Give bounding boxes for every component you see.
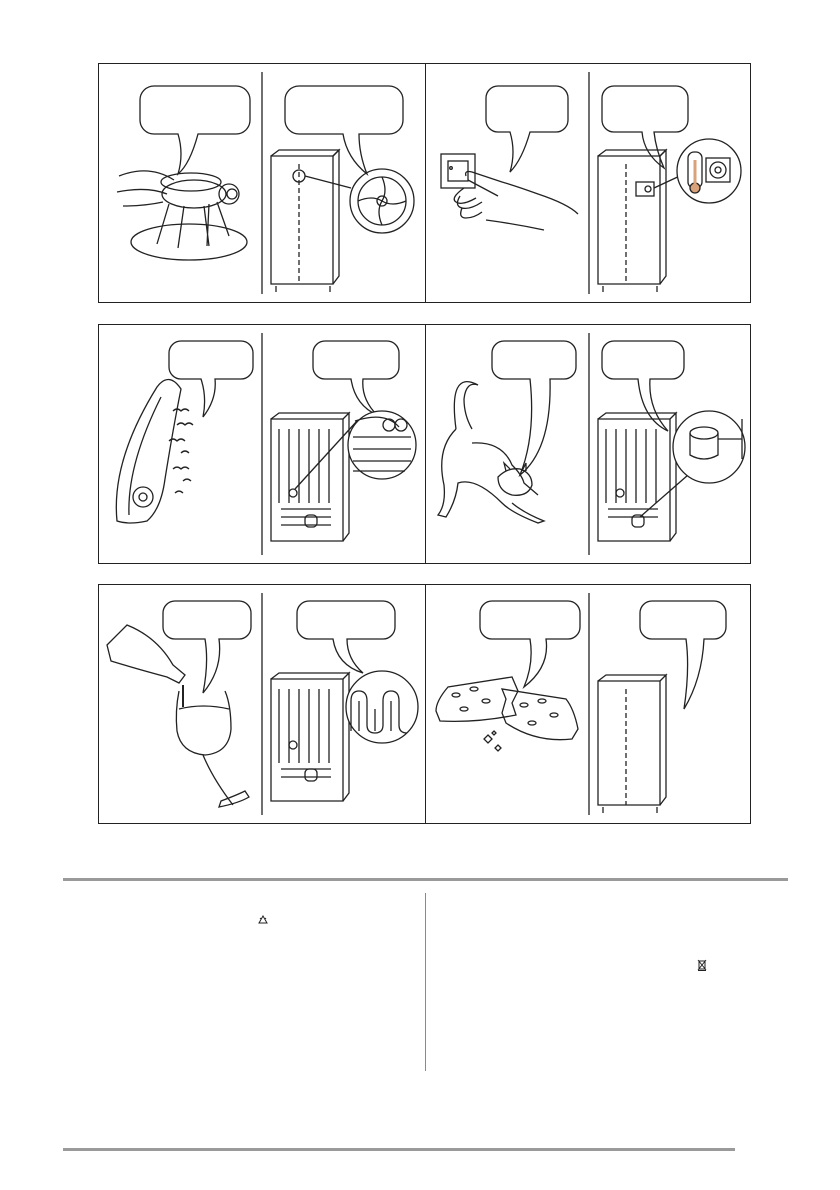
illustration-row-2 <box>98 324 751 564</box>
speech-bubble <box>313 341 399 415</box>
crossed-out-bin-icon <box>697 959 707 973</box>
speech-bubble <box>480 601 580 687</box>
noise-panel-fly <box>99 64 425 302</box>
noise-panel-iron <box>99 325 425 563</box>
noise-panel-cat <box>426 325 752 563</box>
speech-bubble <box>163 601 251 693</box>
fridge-compressor-illustration <box>598 411 745 541</box>
steam-iron-illustration <box>116 379 193 523</box>
section-top-rule <box>63 878 788 881</box>
speech-bubble <box>297 601 395 673</box>
wine-glass-illustration <box>107 625 249 807</box>
fridge-tubes-illustration <box>271 671 418 801</box>
fridge-coil-illustration <box>271 411 416 541</box>
housefly-illustration <box>117 171 247 260</box>
speech-bubble <box>640 601 726 709</box>
speech-bubble <box>492 341 576 475</box>
fridge-thermostat-illustration <box>598 139 741 292</box>
noise-panel-tile <box>426 585 752 823</box>
noise-panel-wine <box>99 585 425 823</box>
fridge-cabinet-illustration <box>598 675 666 813</box>
cracked-tile-illustration <box>436 677 578 751</box>
recycle-icon <box>257 915 269 929</box>
speech-bubble <box>486 86 568 172</box>
illustration-row-3 <box>98 584 751 824</box>
page-bottom-rule <box>63 1148 735 1151</box>
speech-bubble <box>169 341 253 417</box>
column-divider <box>425 893 426 1071</box>
speech-bubble <box>285 86 403 174</box>
noise-panel-switch <box>426 64 752 302</box>
hand-on-switch-illustration <box>441 154 578 230</box>
speech-bubble <box>140 86 250 174</box>
illustration-row-1 <box>98 63 751 303</box>
fridge-fan-illustration <box>271 150 414 292</box>
